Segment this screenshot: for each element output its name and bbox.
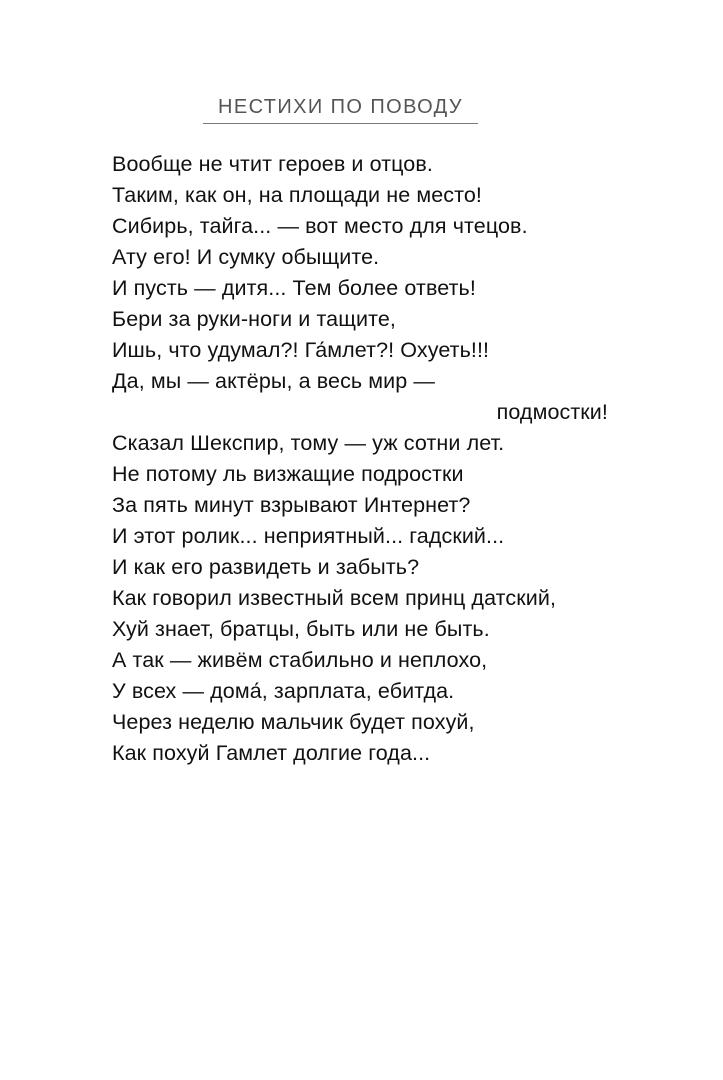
poem-body — [112, 149, 608, 769]
poem-line: Таким, как он, на площади не место! — [112, 183, 482, 207]
poem-line: Как говорил известный всем принц датский, — [112, 586, 557, 610]
poem-line: Бери за руки-ноги и тащите, — [112, 307, 396, 331]
poem-line: И пусть — дитя... Тем более ответь! — [112, 276, 476, 300]
poem-line: Вообще не чтит героев и отцов. — [112, 152, 433, 176]
poem-line: У всех — дома́, зарплата, ебитда. — [112, 679, 455, 703]
poem-line: И как его развидеть и забыть? — [112, 555, 420, 579]
poem-line: Как похуй Гамлет долгие года... — [112, 741, 431, 765]
poem-line: Ишь, что удумал?! Га́млет?! Охуеть!!! — [112, 338, 490, 362]
poem-line: Ату его! И сумку обыщите. — [112, 245, 380, 269]
poem-line: Не потому ль визжащие подростки — [112, 462, 464, 486]
poem-line-continuation: подмостки! — [496, 400, 608, 424]
poem-line: И этот ролик... неприятный... гадский... — [112, 524, 505, 548]
poem-line: Да, мы — актёры, а весь мир — — [112, 369, 436, 393]
poem-line: Через неделю мальчик будет похуй, — [112, 710, 475, 734]
poem-line: А так — живём стабильно и неплохо, — [112, 648, 488, 672]
poem-line: Хуй знает, братцы, быть или не быть. — [112, 617, 490, 641]
poem-line: За пять минут взрывают Интернет? — [112, 493, 471, 517]
poem-line: Сказал Шекспир, тому — уж сотни лет. — [112, 431, 505, 455]
running-title: НЕСТИХИ ПО ПОВОДУ — [203, 96, 478, 124]
poem-line: Сибирь, тайга... — вот место для чтецов. — [112, 214, 528, 238]
